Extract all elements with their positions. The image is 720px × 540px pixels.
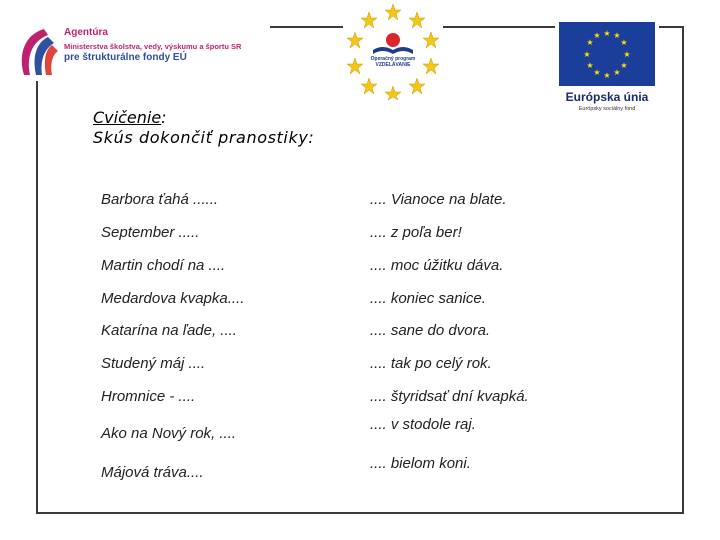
agentura-line1: Agentúra — [64, 27, 108, 38]
exercise-title: Cvičenie — [93, 108, 162, 127]
proverb-end-8: .... v stodole raj. — [370, 416, 476, 433]
svg-text:★: ★ — [593, 31, 601, 40]
agentura-emblem-icon — [14, 25, 64, 81]
op-vzdelavanie-logo — [343, 0, 443, 100]
star-ring-icon — [343, 0, 443, 100]
proverb-start-1: Barbora ťahá ...... — [101, 191, 219, 208]
op-line1: Operačný program — [370, 56, 416, 62]
exercise-instruction: Skús dokončiť pranostiky: — [93, 128, 315, 147]
proverb-end-9: .... bielom koni. — [370, 455, 471, 472]
svg-text:★: ★ — [620, 61, 628, 70]
svg-text:★: ★ — [586, 61, 594, 70]
eu-subtitle: Európsky sociálny fond — [578, 106, 636, 112]
eu-title: Európska únia — [565, 90, 649, 104]
svg-text:★: ★ — [603, 71, 611, 80]
proverb-start-8: Ako na Nový rok, .... — [101, 425, 237, 442]
proverb-end-4: .... koniec sanice. — [370, 290, 486, 307]
eu-logo — [555, 18, 659, 126]
proverb-start-7: Hromnice - .... — [101, 388, 196, 405]
proverb-start-9: Májová tráva.... — [101, 464, 204, 481]
exercise-heading — [93, 108, 314, 148]
agentura-line2: Ministerstva školstva, vedy, výskumu a športu SR — [64, 41, 242, 51]
svg-text:★: ★ — [623, 50, 631, 59]
proverb-end-6: .... tak po celý rok. — [370, 355, 492, 372]
op-text — [368, 56, 418, 68]
eu-stars-icon — [559, 22, 655, 86]
proverb-end-7: .... štyridsať dní kvapká. — [370, 388, 529, 405]
proverb-end-2: .... z poľa ber! — [370, 224, 462, 241]
svg-text:★: ★ — [620, 38, 628, 47]
proverb-end-3: .... moc úžitku dáva. — [370, 257, 504, 274]
proverb-end-5: .... sane do dvora. — [370, 322, 491, 339]
agentura-logo — [12, 25, 270, 81]
svg-text:★: ★ — [603, 29, 611, 38]
eu-flag-icon — [559, 22, 655, 86]
svg-text:★: ★ — [613, 31, 621, 40]
exercise-title-colon: : — [161, 108, 167, 127]
op-line2: VZDELÁVANIE — [375, 62, 411, 68]
svg-text:★: ★ — [613, 68, 621, 77]
svg-text:★: ★ — [593, 68, 601, 77]
svg-text:★: ★ — [586, 38, 594, 47]
proverb-start-3: Martin chodí na .... — [101, 257, 226, 274]
svg-text:★: ★ — [583, 50, 591, 59]
proverb-start-4: Medardova kvapka.... — [101, 290, 245, 307]
proverb-end-1: .... Vianoce na blate. — [370, 191, 507, 208]
agentura-text — [64, 27, 241, 64]
agentura-line3: pre štrukturálne fondy EÚ — [64, 51, 187, 63]
proverb-start-6: Studený máj .... — [101, 355, 206, 372]
proverb-start-2: September ..... — [101, 224, 200, 241]
proverb-start-5: Katarína na ľade, .... — [101, 322, 237, 339]
